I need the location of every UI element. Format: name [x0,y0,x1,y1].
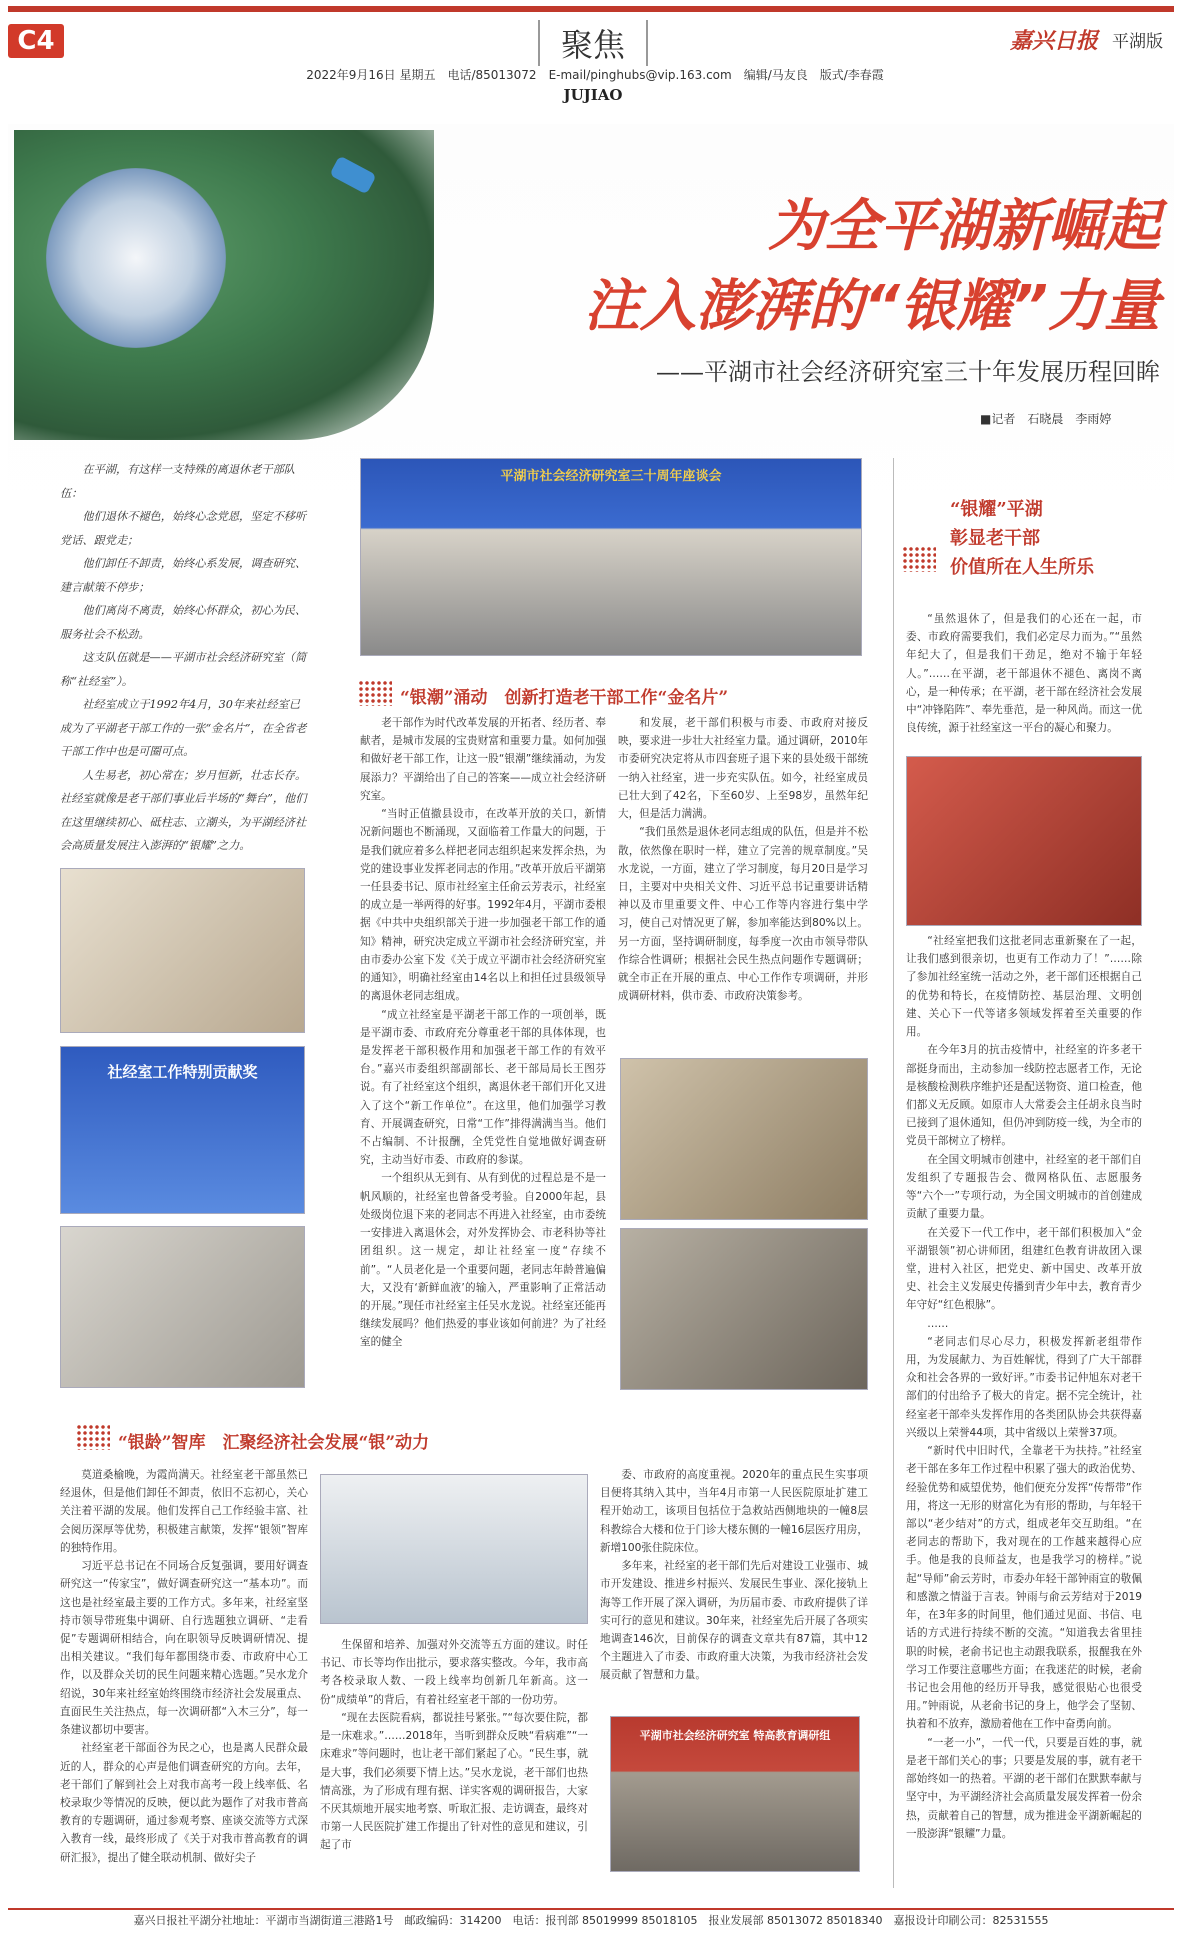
photo-handshake [60,1226,305,1388]
paragraph: “老同志们尽心尽力，积极发挥新老组带作用，为发展献力、为百姓解忧，得到了广大干部群众和社会各界的一致好评。”市委书记仲旭东对老干部们的付出给予了极大的肯定。据不完全统计，社经室老干部牵头发挥作用的各类团队协会共获得嘉兴级以上荣誉44项，其中省级以上荣誉37项。 [906,1335,1142,1439]
article-column [360,714,606,1349]
paragraph: “成立社经室是平湖老干部工作的一项创举，既是平湖市委、市政府充分尊重老干部的具体体现，也是发挥老干部积极作用和加强老干部工作的有效平台。”嘉兴市委组织部副部长、老干部局局长王图芬说。有了社经室这个组织，离退休老干部们开化又进入了这个“新工作单位”。在这里，他们加强学习教育、开展调查研究，日常“工作”排得满满当当。他们不占编制、不计报酬，全凭党性自觉地做好调查研究，主动当好市委、市政府的参谋。 [360,1008,606,1167]
photo-education-forum [610,1716,860,1872]
heading-line: 彰显老干部 [950,527,1040,549]
paragraph: 社经室老干部面谷为民之心，也是离人民群众最近的人，群众的心声是他们调查研究的方向。去年，老干部们了解到社会上对我市高考一段上线率低、名校录取少等情况的反映，便以此为题作了对我市普高教育的专题调研，通过参观考察、座谈交流等方式深入教育一线，最终形成了《关于对我市普高教育的调研汇报》，提出了健全联动机制、做好尖子 [60,1742,308,1864]
footer: 嘉兴日报社平湖分社地址：平湖市当湖街道三港路1号 邮政编码：314200 电话：报刊部 85019999 85018105 报业发展部 85013072 85018340 嘉报设计印刷公司：82531555 [8,1908,1174,1926]
photo-meeting-room [620,1228,868,1390]
intro-paragraph: 这支队伍就是——平湖市社会经济研究室（简称“社经室”）。 [60,651,307,688]
paragraph: “新时代中旧时代，全靠老干为扶持。”社经室老干部在多年工作过程中积累了强大的政治优势、经验优势和威望优势，他们便充分发挥“传帮带”作用，将这一无形的财富化为有形的帮助，与年轻干部以“老少结对”的方式，组成老年交互助组。“在老同志的帮助下，我对现在的工作越来越得心应手。他是我的良师益友，也是我学习的榜样。”说起“导师”俞云芳时，市委办年轻干部钟雨宣的敬佩和感激之情溢于言表。钟雨与俞云芳结对于2019年，在3年多的时间里，他们通过见面、书信、电话的方式进行持续不断的交流。“知道我去省里挂职的时候，老俞书记也主动跟我联系，报醒我在外学习工作要注意哪些方面；在我迷茫的时候，老俞书记也会用他的经历开导我，感觉很贴心也很受用。”钟雨说，从老俞书记的身上，他学会了坚韧、执着和不放弃，激励着他在工作中奋勇向前。 [906,1445,1142,1731]
article-column [60,1466,308,1872]
lotus-building-photo [46,168,226,348]
paragraph: 一个组织从无到有、从有到优的过程总是不是一帆风顺的，社经室也曾备受考验。自2000年起，县处级岗位退下来的老同志不再进入社经室，由市委统一安排进入离退休会，对外发挥协会、市老科协等社团组织。这一规定，却让社经室一度“存续不前”。“人员老化是一个重要问题，老同志年龄普遍偏大，又没有‘新鲜血液’的输入，严重影响了正常活动的开展。”现任市社经室主任吴水龙说。社经室还能再继续发展吗？他们热爱的事业该如何前进？为了社经室的健全 [360,1172,606,1349]
paragraph: 在全国文明城市创建中，社经室的老干部们自发组织了专题报告会、微网格队伍、志愿服务等“六个一”专项行动，为全国文明城市的首创建成贡献了重要力量。 [906,1153,1142,1221]
paragraph: “我们虽然是退休老同志组成的队伍，但是并不松散，依然像在职时一样，建立了完善的规章制度。”吴水龙说，一方面，建立了学习制度，每月20日是学习日，主要对中央相关文件、习近平总书记重要讲话精神以及市里重要文件、中心工作等内容进行集中学习，使自己对情况更了解，参加率能达到80%以上。另一方面，坚持调研制度，每季度一次由市领导带队作综合性调研；根据社会民生热点问题作专题调研；就全市正在开展的重点、中心工作作专项调研，并形成调研材料，供市委、市政府决策参考。 [618,826,868,1003]
intro-paragraph: 他们退休不褪色，始终心念党恩，坚定不移听党话、跟党走； [60,510,307,547]
paragraph: “现在去医院看病，都说挂号紧张。”“每次要住院，都是一床难求。”……2018年，当听到群众反映“看病难”“一床难求”等问题时，也让老干部们紧起了心。“民生事，就是大事，我们必须要下情上达。”吴水龙说，老干部们也热情高涨，为了形成有理有据、详实客观的调研报告，大家不厌其烦地开展实地考察、听取汇报、走访调查，最终对市第一人民医院扩建工作提出了针对性的意见和建议，引起了市 [320,1711,588,1852]
forum-banner-text: 平湖市社会经济研究室 特高教育调研组 [639,1729,831,1742]
section-name: 聚焦 [538,20,648,66]
paragraph: 在今年3月的抗击疫情中，社经室的许多老干部挺身而出，主动参加一线防控志愿者工作，无论是核酸检测秩序维护还是配送物资、道口检查，他们都义无反顾。如原市人大常委会主任胡永良当时已接到了退休通知，但仍冲到防疫一线，为全市的党员干部树立了榜样。 [906,1044,1142,1148]
paragraph: 和发展，老干部们积极与市委、市政府对接反映，要求进一步壮大社经室力量。通过调研，2010年市委研究决定将从市四套班子退下来的县处级干部统一纳入社经室，进一步充实队伍。如今，社经室成员已壮大到了42名，下至60岁、上至98岁，虽然年纪大，但是活力满满。 [618,717,868,821]
section-heading: “银潮”涌动 创新打造老干部工作“金名片” [400,688,729,708]
column-divider [893,458,894,1888]
section-marker-icon [358,680,392,706]
article-column [906,610,1142,750]
photo-volunteers [906,756,1142,926]
award-banner-text: 社经室工作特别贡献奖 [107,1063,258,1081]
edition-label: 平湖版 [1112,32,1163,52]
paragraph: 老干部作为时代改革发展的开拓者、经历者、奉献者，是城市发展的宝贵财富和重要力量。如何加强和做好老干部工作，让这一股“银潮”继续涌动，为发展添力？平湖给出了自己的答案——成立社会经济研究室。 [360,717,606,802]
photo-group-anniversary [360,458,862,656]
photo-award-ceremony [60,1046,305,1214]
section-marker-icon [902,546,936,572]
intro-paragraph: 人生易老，初心常在；岁月恒新，壮志长存。社经室就像是老干部们事业后半场的“舞台”，他们在这里继续初心、砥柱志、立潮头，为平湖经济社会高质量发展注入澎湃的“银耀”之力。 [60,768,307,853]
article-column [906,932,1142,1872]
paragraph: 在关爱下一代工作中，老干部们积极加入“金平湖银领”初心讲师团，组建红色教育讲故团入课堂，进村入社区，把党史、新中国史、改革开放史、社会主义发展史传播到青少年中去，教育青少年守好“红色根脉”。 [906,1226,1142,1312]
intro-text [60,458,310,858]
paragraph: 生保留和培养、加强对外交流等五方面的建议。时任书记、市长等均作出批示，要求落实整改。今年，我市高考各校录取人数、一段上线率均创新几年新高。这一份“成绩单”的背后，有着社经室老干部的一份功劳。 [320,1639,588,1706]
paragraph: 习近平总书记在不同场合反复强调，要用好调查研究这一“传家宝”，做好调查研究这一“基本功”。而这也是社经室最主要的工作方式。多年来，社经室坚持市领导带班集中调研、自行选题独立调研、“走看促”专题调研相结合，向在职领导反映调研情况、提出相关建议。“我们每年都围绕市委、市政府中心工作，以及群众关切的民生问题来精心选题。”吴水龙介绍说，30年来社经室始终围绕市经济社会发展重点、直面民生关注热点，每一次调研都“入木三分”，每一条建议都切中要害。 [60,1560,308,1737]
article-column [618,714,868,1054]
section-heading [950,496,1094,582]
heading-line: 价值所在人生所乐 [950,556,1094,578]
photo-old-group [620,1058,868,1220]
paragraph: …… [927,1317,949,1330]
photo-hospital-visit [320,1474,588,1624]
section-marker-icon [76,1424,110,1450]
headline-line2: 注入澎湃的“银耀”力量 [583,274,1160,339]
heading-line: “银耀”平湖 [950,499,1043,520]
intro-paragraph: 他们卸任不卸责，始终心系发展，调查研究、建言献策不停步； [60,557,307,594]
byline: ■记者 石晓晨 李雨婷 [980,412,1112,426]
paragraph: “当时正值撤县设市，在改革开放的关口，新情况新问题也不断涌现，又面临着工作量大的问题，于是我们就应着多么样把老同志组织起来发挥余热，为党的建设事业发挥老同志的作用。”改革开放后平湖第一任县委书记、原市社经室主任俞云芳表示，社经室的成立是一举两得的好事。1992年4月，平湖市委根据《中共中央组织部关于进一步加强老干部工作的通知》精神，研究决定成立平湖市社会经济研究室，并由市委办公室下发《关于成立平湖市社会经济研究室的通知》，明确社经室由14名以上和担任过县级领导的离退休老同志组成。 [360,808,606,1003]
paragraph: “社经室把我们这批老同志重新聚在了一起，让我们感到很亲切，也更有工作动力了！”……除了参加社经室统一活动之外，老干部们还根据自己的优势和特长，在疫情防控、基层治理、文明创建、关心下一代等诸多领域发挥着至关重要的作用。 [906,935,1142,1039]
intro-paragraph: 社经室成立于1992年4月，30年来社经室已成为了平湖老干部工作的一张“金名片”，在全省老干部工作中也是可圈可点。 [60,698,307,759]
section-pinyin: JUJIAO [563,86,623,104]
page-number: C4 [8,24,64,58]
photo-elders-talk [60,868,305,1033]
date-line: 2022年9月16日 星期五 电话/85013072 E-mail/pinghubs@vip.163.com 编辑/马友良 版式/李春霞 [306,68,884,82]
subheadline: ——平湖市社会经济研究室三十年发展历程回眸 [656,358,1160,386]
intro-paragraph: 他们离岗不离责，始终心怀群众，初心为民、服务社会不松劲。 [60,604,307,641]
paragraph: 多年来，社经室的老干部们先后对建设工业强市、城市开发建设、推进乡村振兴、发展民生事业、深化接轨上海等工作开展了深入调研，为历届市委、市政府提供了详实可行的意见和建议。30年来，社经室先后开展了各项实地调查146次，目前保存的调查文章共有87篇，其中12个主题进入了市委、市政府重大决策，为我市经济社会发展贡献了智慧和力量。 [600,1560,868,1682]
masthead-logo: 嘉兴日报 [1010,28,1099,54]
paragraph: “一老一小”，一代一代，只要是百姓的事，就是老干部们关心的事；只要是发展的事，就有老干部始终如一的热着。平湖的老干部们在默默奉献与坚守中，为平湖经济社会高质量发展发挥着一份余热，贡献着自己的智慧，成为推进金平湖新崛起的一股澎湃“银耀”力量。 [906,1736,1142,1840]
group-banner-text: 平湖市社会经济研究室三十周年座谈会 [500,469,722,484]
section-heading: “银龄”智库 汇聚经济社会发展“银”动力 [118,1433,430,1453]
intro-paragraph: 在平湖，有这样一支特殊的离退休老干部队伍： [60,463,295,500]
paragraph: 莫道桑榆晚，为霞尚满天。社经室老干部虽然已经退休，但是他们卸任不卸责，依旧不忘初心，关心关注着平湖的发展。他们发挥自己工作经验丰富、社会阅历深厚等优势，积极建言献策，发挥“银领”智库的独特作用。 [60,1469,308,1554]
paragraph: 委、市政府的高度重视。2020年的重点民生实事项目便将其纳入其中，当年4月市第一人民医院原址扩建工程开始动工，该项目包括位于急救站西侧地块的一幢8层科教综合大楼和位于门诊大楼东侧的一幢16层医疗用房，新增100张住院床位。 [600,1469,868,1554]
article-column [320,1636,588,1872]
paragraph: “虽然退休了，但是我们的心还在一起，市委、市政府需要我们，我们必定尽力而为。”“虽然年纪大了，但是我们干劲足，绝对不输于年轻人。”……在平湖，老干部退休不褪色、离岗不离心，是一种传承；在平湖，老干部在经济社会发展中“冲锋陷阵”、奉先垂范，是一种风尚。而这一优良传统，源于社经室这一平台的凝心和聚力。 [906,613,1142,735]
top-rule [8,6,1174,12]
article-column [600,1466,868,1702]
headline-line1: 为全平湖新崛起 [768,194,1160,259]
